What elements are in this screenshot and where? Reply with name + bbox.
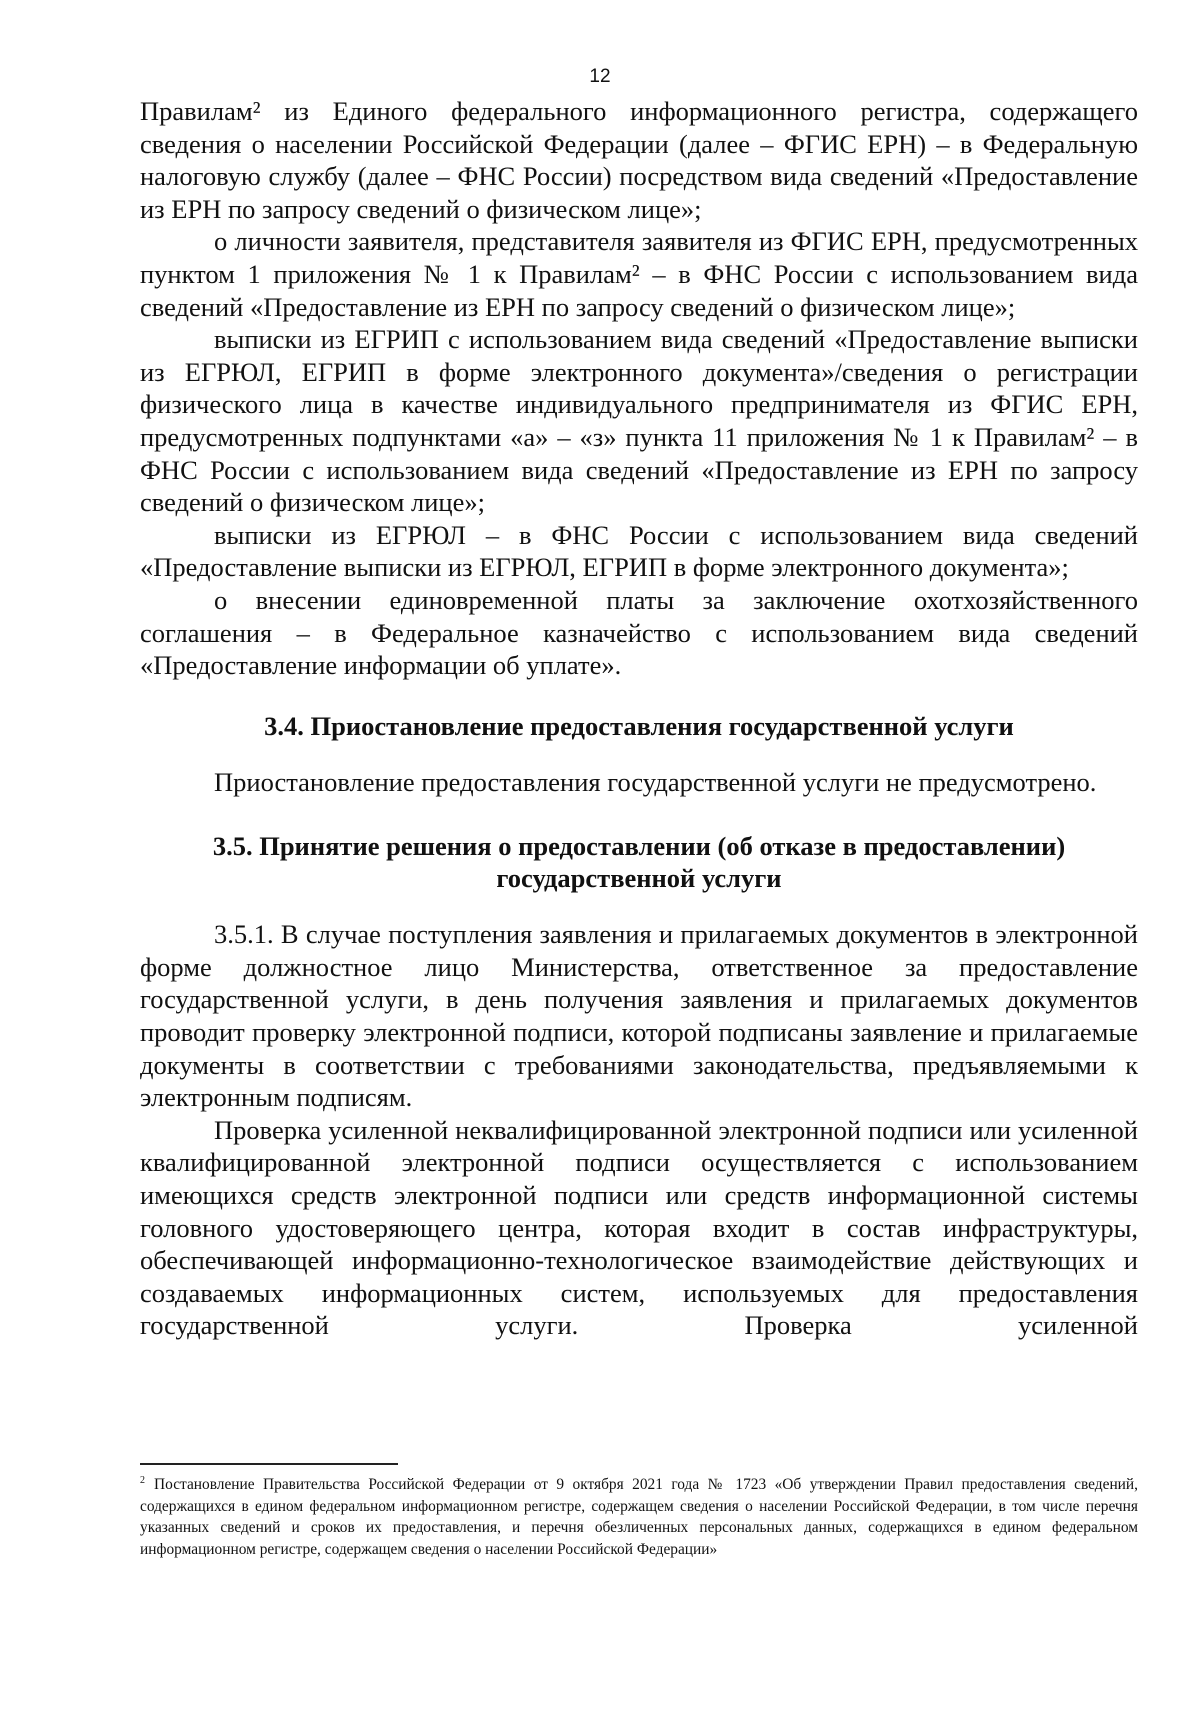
footnote-divider xyxy=(140,1463,398,1465)
paragraph-payment-info: о внесении единовременной платы за заключение охотхозяйственного соглашения – в Федеральное казначейство с использованием вида сведений «Предоставление информации об уплате». xyxy=(140,584,1138,681)
document-body xyxy=(140,95,1138,1342)
footnote xyxy=(140,1474,1138,1560)
page-number: 12 xyxy=(589,66,611,87)
paragraph-signature-check: Проверка усиленной неквалифицированной электронной подписи или усиленной квалифицированной электронной подписи осуществляется с использованием имеющихся средств электронной подписи или средств информационной системы головного удостоверяющего центра, которая входит в состав инфраструктуры, обеспечивающей информационно-технологическое взаимодействие действующих и создаваемых информационных систем, используемых для предоставления государственной услуги. Проверка усиленной xyxy=(140,1114,1138,1341)
paragraph-continuation: Правилам² из Единого федерального информационного регистра, содержащего сведения о населении Российской Федерации (далее – ФГИС ЕРН) – в Федеральную налоговую службу (далее – ФНС России) посредством вида сведений «Предоставление из ЕРН по запросу сведений о физическом лице»; xyxy=(140,96,1138,224)
paragraph-3-5-1: 3.5.1. В случае поступления заявления и прилагаемых документов в электронной форме должностное лицо Министерства, ответственное за предоставление государственной услуги, в день получения заявления и прилагаемых документов проводит проверку электронной подписи, которой подписаны заявление и прилагаемые документы в соответствии с требованиями законодательства, предъявляемыми к электронным подписям. xyxy=(140,919,1138,1113)
section-3-5-heading-line2: государственной услуги xyxy=(496,863,782,894)
section-3-5-heading-line1: 3.5. Принятие решения о предоставлении (об отказе в предоставлении) xyxy=(212,831,1066,862)
paragraph-egrul-extract: выписки из ЕГРЮЛ – в ФНС России с использованием вида сведений «Предоставление выписки из ЕГРЮЛ, ЕГРИП в форме электронного документа»; xyxy=(140,519,1138,583)
section-3-4-text: Приостановление предоставления государственной услуги не предусмотрено. xyxy=(214,766,1097,797)
paragraph-identity-info: о личности заявителя, представителя заявителя из ФГИС ЕРН, предусмотренных пунктом 1 приложения № 1 к Правилам² – в ФНС России с использованием вида сведений «Предоставление из ЕРН по запросу сведений о физическом лице»; xyxy=(140,226,1138,322)
footnote-text: Постановление Правительства Российской Федерации от 9 октября 2021 года № 1723 «Об утверждении Правил предоставления сведений, содержащихся в едином федеральном информационном регистре, содержащем сведения о населении Российской Федерации, в том числе перечня указанных сведений и сроков их предоставления, и перечня обезличенных персональных данных, содержащихся в едином федеральном информационном регистре, содержащем сведения о населении Российской Федерации» xyxy=(140,1476,1138,1558)
footnote-mark: 2 xyxy=(140,1474,145,1486)
section-3-4-heading: 3.4. Приостановление предоставления государственной услуги xyxy=(264,710,1014,741)
paragraph-egrip-extract: выписки из ЕГРИП с использованием вида сведений «Предоставление выписки из ЕГРЮЛ, ЕГРИП в форме электронного документа»/сведения о регистрации физического лица в качестве индивидуального предпринимателя из ФГИС ЕРН, предусмотренных подпунктами «а» – «з» пункта 11 приложения № 1 к Правилам² – в ФНС России с использованием вида сведений «Предоставление из ЕРН по запросу сведений о физическом лице»; xyxy=(140,324,1138,518)
